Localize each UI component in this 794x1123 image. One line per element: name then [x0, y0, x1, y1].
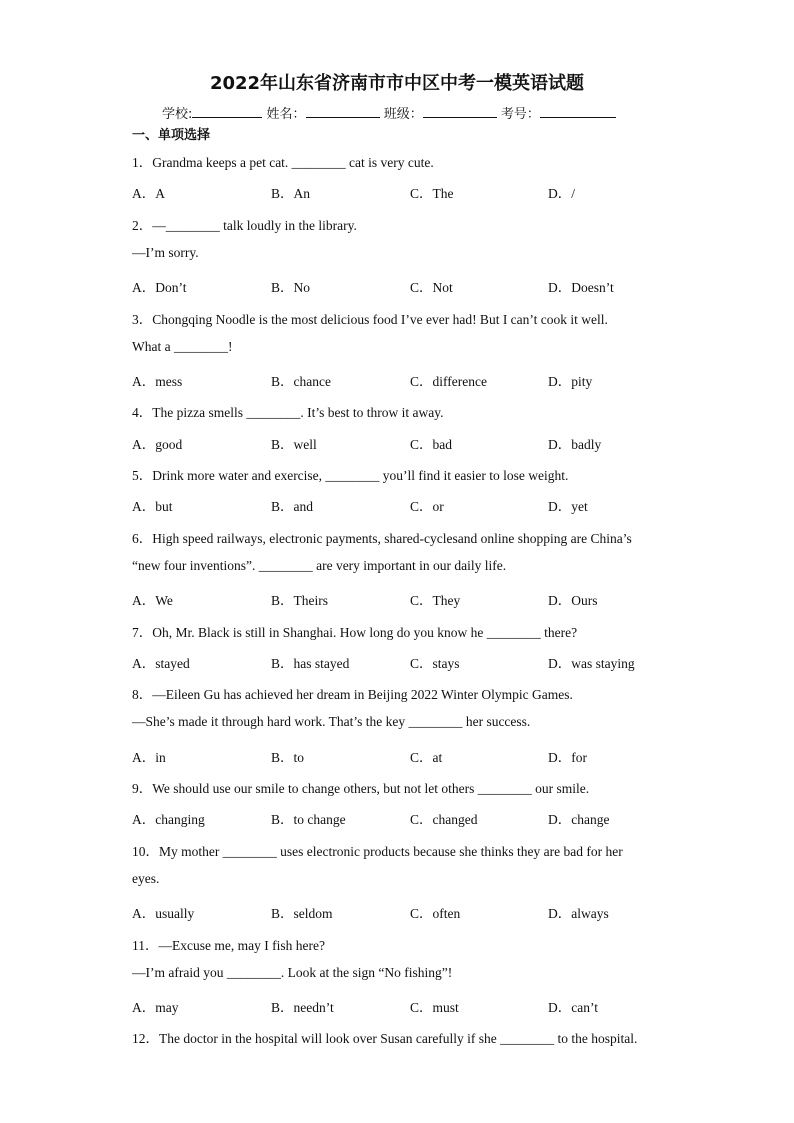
- question-stem: 2．—________ talk loudly in the library.: [132, 217, 357, 233]
- question-line: “new four inventions”. ________ are very important in our daily life.: [132, 557, 507, 573]
- answer-option[interactable]: C．at: [410, 749, 443, 765]
- answer-option[interactable]: D．badly: [548, 436, 602, 452]
- answer-option[interactable]: C．The: [410, 186, 454, 202]
- answer-option[interactable]: A．usually: [132, 906, 195, 922]
- section-heading: 一、单项选择: [132, 128, 211, 143]
- answer-option[interactable]: B．has stayed: [271, 655, 350, 671]
- answer-option[interactable]: D．for: [548, 749, 587, 765]
- student-info-row: [162, 103, 616, 122]
- question-stem: 10．My mother ________ uses electronic products because she thinks they are bad for her: [132, 843, 623, 859]
- number-label: 考号：: [500, 107, 540, 122]
- answer-option[interactable]: B．to: [271, 749, 305, 765]
- question-line: eyes.: [132, 870, 160, 886]
- school-label: 学校:: [162, 107, 193, 122]
- answer-option[interactable]: C．often: [410, 906, 461, 922]
- class-label: 班级：: [383, 107, 423, 122]
- question-stem: 11．—Excuse me, may I fish here?: [132, 937, 325, 953]
- answer-option[interactable]: D．yet: [548, 499, 588, 515]
- answer-option[interactable]: D．/: [548, 186, 575, 202]
- answer-option[interactable]: A．but: [132, 499, 173, 515]
- answer-option[interactable]: A．good: [132, 436, 183, 452]
- answer-option[interactable]: D．can’t: [548, 1000, 598, 1016]
- answer-option[interactable]: B．No: [271, 280, 311, 296]
- page-title: 2022年山东省济南市市中区中考一模英语试题: [209, 73, 585, 94]
- name-label: 姓名：: [266, 107, 306, 122]
- answer-option[interactable]: D．pity: [548, 374, 593, 390]
- school-blank[interactable]: [192, 105, 262, 118]
- answer-option[interactable]: B．Theirs: [271, 593, 328, 609]
- answer-option[interactable]: A．We: [132, 593, 173, 609]
- answer-option[interactable]: A．in: [132, 749, 166, 765]
- answer-option[interactable]: D．Doesn’t: [548, 280, 614, 296]
- answer-option[interactable]: D．always: [548, 906, 609, 922]
- question-stem: 7．Oh, Mr. Black is still in Shanghai. How long do you know he ________ there?: [132, 624, 578, 640]
- number-blank[interactable]: [540, 105, 616, 118]
- answer-option[interactable]: D．was staying: [548, 655, 635, 671]
- answer-option[interactable]: D．change: [548, 812, 610, 828]
- question-line: —I’m sorry.: [132, 244, 199, 260]
- answer-option[interactable]: B．An: [271, 186, 311, 202]
- answer-option[interactable]: A．Don’t: [132, 280, 187, 296]
- answer-option[interactable]: A．A: [132, 186, 165, 202]
- question-line: What a ________!: [132, 338, 233, 354]
- answer-option[interactable]: A．mess: [132, 374, 183, 390]
- answer-option[interactable]: C．must: [410, 1000, 459, 1016]
- answer-option[interactable]: B．chance: [271, 374, 331, 390]
- answer-option[interactable]: C．or: [410, 499, 444, 515]
- answer-option[interactable]: B．well: [271, 436, 317, 452]
- answer-option[interactable]: B．and: [271, 499, 313, 515]
- answer-option[interactable]: B．to change: [271, 812, 346, 828]
- question-stem: 5．Drink more water and exercise, ________ you’ll find it easier to lose weight.: [132, 468, 569, 483]
- answer-option[interactable]: B．seldom: [271, 906, 333, 922]
- answer-option[interactable]: C．They: [410, 593, 461, 609]
- answer-option[interactable]: A．changing: [132, 812, 205, 828]
- question-stem: 1．Grandma keeps a pet cat. ________ cat is very cute.: [132, 155, 434, 170]
- answer-option[interactable]: D．Ours: [548, 593, 598, 609]
- name-blank[interactable]: [306, 105, 380, 118]
- question-line: —I’m afraid you ________. Look at the sign “No fishing”!: [132, 964, 453, 980]
- class-blank[interactable]: [423, 105, 497, 118]
- answer-option[interactable]: A．may: [132, 1000, 179, 1016]
- question-stem: 8．—Eileen Gu has achieved her dream in Beijing 2022 Winter Olympic Games.: [132, 687, 573, 703]
- answer-option[interactable]: C．bad: [410, 436, 452, 452]
- answer-option[interactable]: C．stays: [410, 655, 460, 671]
- question-line: —She’s made it through hard work. That’s the key ________ her success.: [132, 714, 531, 730]
- answer-option[interactable]: B．needn’t: [271, 1000, 334, 1016]
- answer-option[interactable]: A．stayed: [132, 655, 190, 671]
- question-stem: 4．The pizza smells ________. It’s best to throw it away.: [132, 405, 444, 421]
- answer-option[interactable]: C．difference: [410, 374, 487, 390]
- question-stem: 12．The doctor in the hospital will look over Susan carefully if she ________ to the hospital.: [132, 1031, 638, 1047]
- answer-option[interactable]: C．Not: [410, 280, 453, 296]
- question-stem: 3．Chongqing Noodle is the most delicious food I’ve ever had! But I can’t cook it well.: [132, 311, 608, 327]
- answer-option[interactable]: C．changed: [410, 812, 478, 828]
- question-stem: 6．High speed railways, electronic payments, shared-cyclesand online shopping are China’s: [132, 530, 632, 546]
- question-stem: 9．We should use our smile to change others, but not let others ________ our smile.: [132, 781, 590, 796]
